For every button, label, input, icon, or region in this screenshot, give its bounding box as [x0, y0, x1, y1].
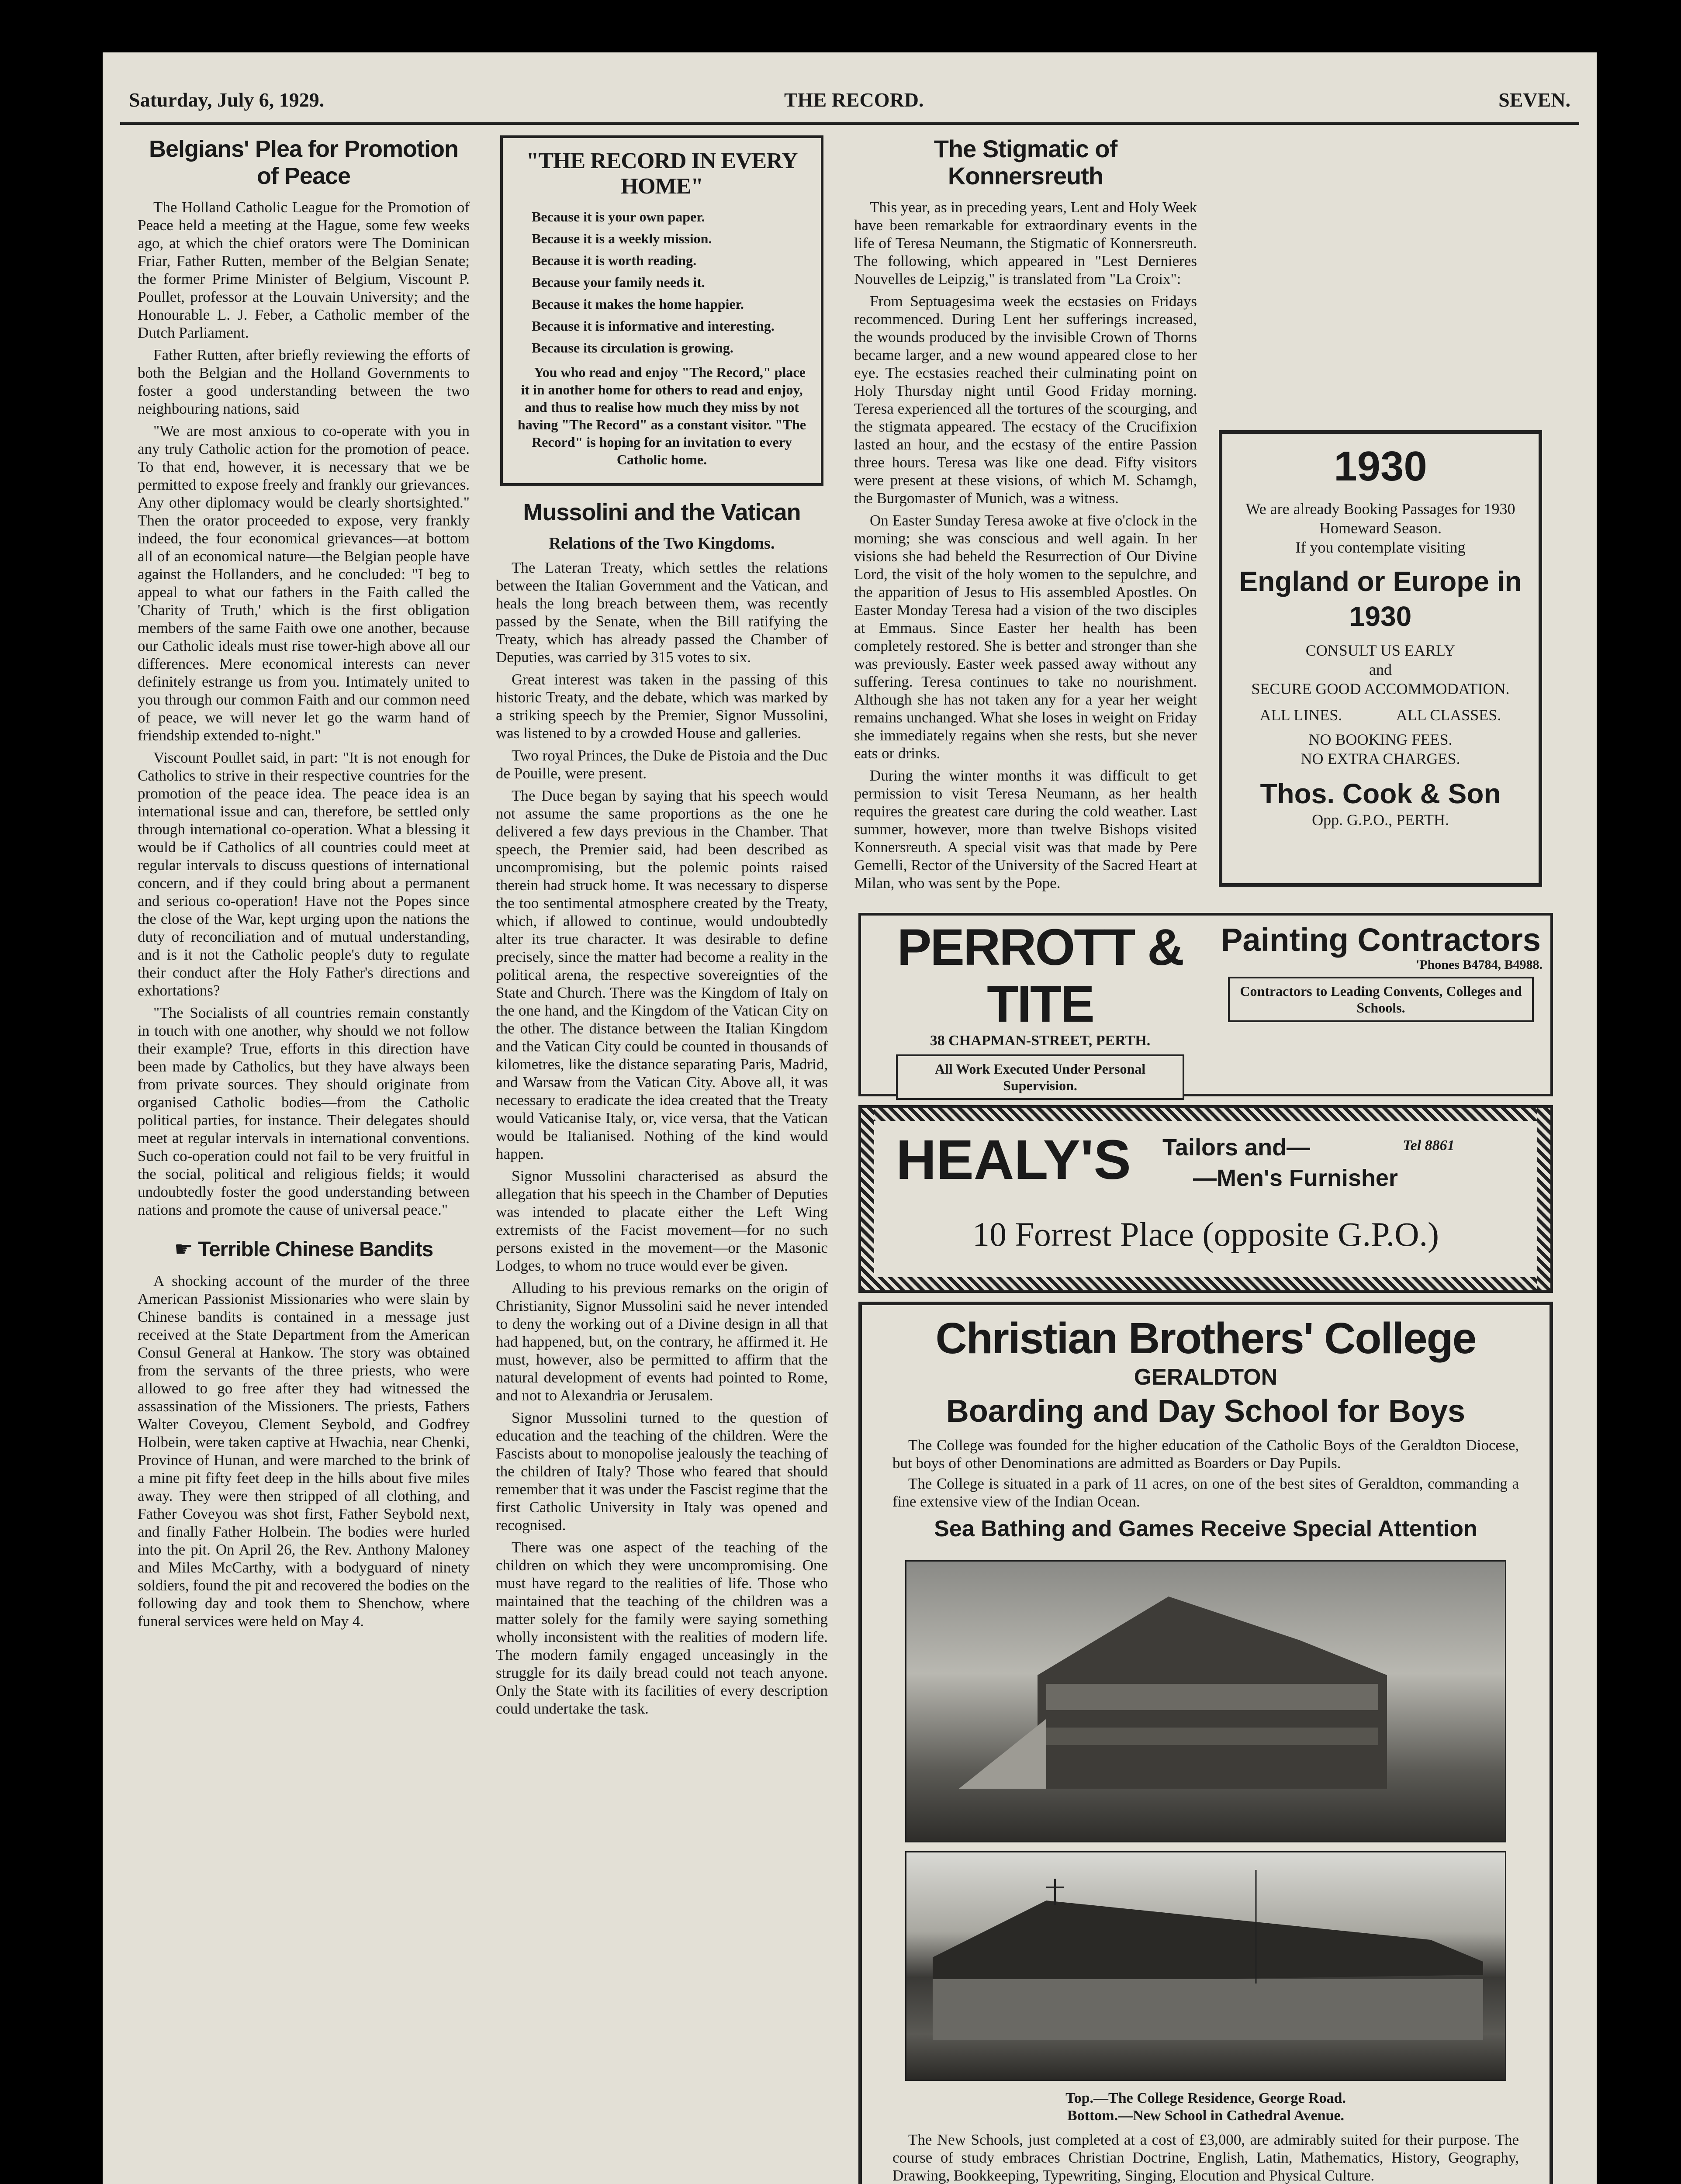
healys-address: 10 Forrest Place (opposite G.P.O.) — [972, 1215, 1439, 1253]
perrott-right — [1219, 923, 1543, 1022]
mussolini-paragraph-1: The Lateran Treaty, which settles the relations between the Italian Government and the Vatican, and heals the long breach between them, was recently passed by the Senate, when the Bill ratifying the Treaty, which has already passed the Chamber of Deputies, was carried by 315 votes to six. — [496, 559, 828, 666]
college-place: GERALDTON — [1134, 1365, 1278, 1390]
cook-no-fees: NO BOOKING FEES. — [1308, 731, 1453, 748]
healys-trade-2: —Men's Furnisher — [1193, 1165, 1398, 1191]
record-line-1: Because it is your own paper. — [532, 209, 705, 225]
record-line-3: Because it is worth reading. — [532, 252, 697, 268]
masthead-title: THE RECORD. — [784, 89, 924, 111]
record-line-6: Because it is informative and interesting. — [532, 318, 775, 334]
mussolini-paragraph-2: Great interest was taken in the passing of this historic Treaty, and the debate, which was marked by a striking speech by the Premier, Signor Mussolini, was listened to by a crowded House and galleries. — [496, 671, 828, 742]
pointing-hand-icon: ☛ — [174, 1238, 198, 1261]
bandits-headline-text: Terrible Chinese Bandits — [198, 1238, 433, 1261]
college-paragraph-2: The College is situated in a park of 11 acres, on one of the best sites of Geraldton, commanding a fine extensive view of the Indian Ocean. — [892, 1475, 1519, 1510]
cook-line-1: We are already Booking Passages for 1930 Homeward Season. — [1245, 500, 1515, 537]
perrott-address: 38 CHAPMAN-STREET, PERTH. — [930, 1033, 1151, 1049]
cook-and: and — [1369, 661, 1392, 678]
perrott-trade: Painting Contractors — [1221, 922, 1541, 958]
zigzag-border-top — [861, 1108, 1550, 1121]
school-building-icon — [906, 1852, 1505, 2080]
column-1 — [138, 135, 470, 1635]
zigzag-border-right — [1537, 1108, 1550, 1290]
zigzag-border-left — [861, 1108, 874, 1290]
record-line-5: Because it makes the home happier. — [532, 296, 744, 312]
mussolini-subhead: Relations of the Two Kingdoms. — [549, 534, 775, 553]
mussolini-paragraph-7: Signor Mussolini turned to the question of education and the teaching of the children. Were the Fascists about to monopolise jealously the teaching of the children of Italy? Those who feared that should remember that it was under the Fascist regime that the first Catholic University in Italy was opened and recognised. — [496, 1409, 828, 1534]
stigmatic-headline: The Stigmatic of Konnersreuth — [934, 135, 1117, 190]
belgians-paragraph-1: The Holland Catholic League for the Promotion of Peace held a meeting at the Hague, some few weeks ago, at which the chief orators were The Dominican Friar, Father Rutten, member of the Belgian Senate; the former Prime Minister of Belgium, Viscount P. Poullet, professor at the Louvain University; and the Honourable L. J. Feber, a Catholic member of the Dutch Parliament. — [138, 199, 470, 341]
record-box — [500, 135, 823, 486]
cook-secure: SECURE GOOD ACCOMMODATION. — [1251, 680, 1510, 698]
zigzag-border-bottom — [861, 1277, 1550, 1290]
bandits-headline — [138, 1236, 470, 1263]
record-box-title: "THE RECORD IN EVERY HOME" — [526, 149, 798, 199]
record-line-2: Because it is a weekly mission. — [532, 231, 712, 246]
cook-all-lines: ALL LINES. — [1259, 706, 1342, 724]
healys-ad — [858, 1105, 1553, 1293]
belgians-paragraph-3: "We are most anxious to co-operate with you in any truly Catholic action for the promotion of peace. To that end, however, it is necessary that we be permitted to expose freely and frankly our grievances. Any other diplomacy would be clearly shortsighted." Then the orator proceeded to expose, very frankly indeed, the four economical grievances—at bottom all of an economical nature—the Belgian people have against the Hollanders, and he concluded: "I beg to appeal to what our fathers in the Faith called the 'Charity of Truth,' which is the first obligation members of the same Faith owe one another, because our Catholic ideals must rise tower-high above all our differences. Mere economical interests can never definitely estrange us from you. Intimately united to you through our common Faith and our common need of peace, we will never let go the warm hand of friendship extended to-night." — [138, 422, 470, 744]
stigmatic-paragraph-2: From Septuagesima week the ecstasies on Fridays recommenced. During Lent her sufferings increased, the wounds produced by the invisible Crown of Thorns became larger, and a new wound appeared close to her eye. The ecstasies reached their culminating point on Holy Thursday night until Good Friday morning. Teresa experienced all the tortures of the scourging, and the stigmata appeared. The ecstacy of the Crucifixion lasted an hour, and the ecstasy of the entire Passion three hours. Teresa was like one dead. Fifty visitors were present at these visions, of which M. Schamgh, the Burgomaster of Munich, was a witness. — [854, 293, 1197, 507]
mussolini-paragraph-3: Two royal Princes, the Duke de Pistoia and the Duc de Pouille, were present. — [496, 747, 828, 782]
belgians-paragraph-4: Viscount Poullet said, in part: "It is not enough for Catholics to strive in their respective countries for the promotion of the peace idea. The peace idea is an international issue and can, therefore, be settled only through international co-operation. What a blessing it would be if Catholics of all countries could meet at regular intervals to discuss questions of international concern, and if they could bring about a permanent and serious co-operation! Have not the Popes since the close of the War, kept urging upon the nations the duty of reconciliation and of mutual understanding, and is it not the Catholic people's duty to regulate their conduct after the Holy Father's directions and exhortations? — [138, 749, 470, 999]
cook-firm: Thos. Cook & Son — [1260, 778, 1501, 809]
header-rule — [120, 122, 1579, 125]
bandits-paragraph-1: A shocking account of the murder of the three American Passionist Missionaries who were slain by Chinese bandits is contained in a message just received at the State Department from the American Consul General at Hankow. The story was obtained from the servants of the three priests, who were allowed to go free after they had witnessed the assassination of the Missioners. The priests, Fathers Walter Coveyou, Clement Seybold, and Godfrey Holbein, were taken captive at Hwachia, near Chenki, Province of Hunan, and were marched to the brink of a mine pit fifty feet deep in the hills about five miles away. They were then stripped of all clothing, and Father Coveyou was shot first, Father Seybold next, and finally Father Holbein. The bodies were hurled into the pit. On April 26, the Rev. Anthony Maloney and Miles McCarthy, with a bodyguard of ninety soldiers, found the pit and recovered the bodies on the following day and took them to Shenchow, where funeral services were held on May 4. — [138, 1272, 470, 1630]
stigmatic-paragraph-1: This year, as in preceding years, Lent and Holy Week have been remarkable for extraordinary events in the life of Teresa Neumann, the Stigmatic of Konnersreuth. The following, which appeared in "Lest Dernieres Nouvelles de Leipzig," is translated from "La Croix": — [854, 199, 1197, 287]
perrott-phones: 'Phones B4784, B4988. — [1415, 957, 1543, 972]
college-tagline: Sea Bathing and Games Receive Special Attention — [934, 1516, 1477, 1541]
mussolini-headline: Mussolini and the Vatican — [523, 499, 801, 525]
belgians-paragraph-5: "The Socialists of all countries remain constantly in touch with one another, why should we not follow their example? True, efforts in this direction have been made by Catholics, but they have always been from private sources. They should originate from organised Catholic bodies—from the Catholic political parties, for instance. Their delegates should meet at regular intervals in international conventions. Such co-operation could not fail to be very fruitful in the social, political and religious fields; it would undoubtedly foster the good understanding between nations and promote the cause of universal peace." — [138, 1004, 470, 1218]
college-ad — [858, 1302, 1553, 2184]
perrott-contractors: Contractors to Leading Convents, Colleges and Schools. — [1228, 977, 1534, 1022]
college-school-photo — [905, 1851, 1506, 2081]
college-subtitle: Boarding and Day School for Boys — [946, 1394, 1466, 1429]
record-closing: You who read and enjoy "The Record," place it in another home for others to read and enjoy, and thus to realise how much they miss by not having "The Record" as a constant visitor. "The Record" is hoping for an invitation to every Catholic home. — [517, 364, 806, 467]
stigmatic-paragraph-3: On Easter Sunday Teresa awoke at five o'clock in the morning; she was conscious and well again. In her visions she had beheld the Resurrection of Our Divine Lord, the visit of the holy women to the sepulchre, and the apparition of Jesus to His assembled Apostles. On Easter Monday Teresa had a vision of the two disciples at Emmaus. Since Easter her health has been completely restored. She is better and stronger than she was previously. Easter week passed away without any suffering. Teresa continues to take no nourishment. Although she has not taken any for a year her weight remains unchanged. What she loses in weight on Friday she immediately regains when she rests, but she never eats or drinks. — [854, 512, 1197, 762]
college-residence-photo — [905, 1560, 1506, 1842]
perrott-name: PERROTT & TITE — [897, 919, 1183, 1033]
newspaper-page — [103, 52, 1597, 2184]
belgians-headline: Belgians' Plea for Promotion of Peace — [149, 136, 458, 189]
issue-date: Saturday, July 6, 1929. — [129, 89, 325, 111]
mussolini-paragraph-5: Signor Mussolini characterised as absurd the allegation that his speech in the Chamber of Deputies was intended to placate either the Left Wing extremists of the Facist movement—for no such persons existed in the movement—or the Masonic Lodges, to whom no truce would ever be given. — [496, 1168, 828, 1274]
cook-consult: CONSULT US EARLY — [1305, 642, 1456, 659]
perrott-left — [870, 919, 1211, 1100]
cook-address: Opp. G.P.O., PERTH. — [1312, 811, 1449, 829]
mussolini-paragraph-6: Alluding to his previous remarks on the origin of Christianity, Signor Mussolini said he never intended to deny the working out of a Divine design in all that had happened, but, on the contrary, he affirmed it. He must, however, also be permitted to affirm that the natural development of events had pointed to Rome, and not to Alexandria or Jerusalem. — [496, 1279, 828, 1404]
mussolini-paragraph-8: There was one aspect of the teaching of the children on which they were uncompromising. One must have regard to the realities of life. Those who maintained that the teaching of the children was a matter solely for the family were saying something wholly inconsistent with the realities of modern life. The modern family engaged unceasingly in the struggle for its daily bread could not teach anyone. Only the State with its facilities of every description could undertake the task. — [496, 1539, 828, 1717]
page-number: SEVEN. — [1498, 89, 1570, 111]
college-title: Christian Brothers' College — [935, 1314, 1476, 1363]
college-caption-1: Top.—The College Residence, George Road. — [1065, 2090, 1346, 2106]
perrott-tite-ad — [858, 913, 1553, 1096]
college-caption-2: Bottom.—New School in Cathedral Avenue. — [1067, 2108, 1345, 2124]
record-line-4: Because your family needs it. — [532, 274, 705, 290]
stigmatic-paragraph-4: During the winter months it was difficult to get permission to visit Teresa Neumann, as her health requires the greatest care during the cold weather. Last summer, however, more than twelve Bishops visited Konnersreuth. A special visit was that made by Pere Gemelli, Rector of the University of the Sacred Heart at Milan, who was sent by the Pope. — [854, 767, 1197, 892]
belgians-paragraph-2: Father Rutten, after briefly reviewing the efforts of both the Belgian and the Holland Governments to foster a good understanding between the two neighbouring nations, said — [138, 346, 470, 417]
college-paragraph-1: The College was founded for the higher education of the Catholic Boys of the Geraldton Diocese, but boys of other Denominations are admitted as Boarders or Day Pupils. — [892, 1437, 1519, 1472]
healys-tel: Tel 8861 — [1403, 1137, 1455, 1154]
college-paragraph-3: The New Schools, just completed at a cost of £3,000, are admirably suited for their purpose. The course of study embraces Christian Doctrine, English, Latin, Mathematics, History, Geography, Drawing, Bookkeeping, Typewriting, Singing, Elocution and Physical Culture. — [892, 2131, 1519, 2184]
cook-year: 1930 — [1334, 443, 1427, 490]
cook-headline: England or Europe in 1930 — [1239, 566, 1522, 632]
healys-name: HEALY'S — [896, 1129, 1131, 1191]
cook-lines-classes — [1233, 705, 1528, 725]
mussolini-paragraph-4: The Duce began by saying that his speech would not assume the same proportions as the one he delivered a few days previous in the Chamber. That speech, the Premier said, had been described as uncompromising, but the polemic points raised therein had struck home. It was necessary to disperse the too sentimental atmosphere created by the Treaty, which, if allowed to continue, would undoubtedly alter its true character. It was desirable to define precisely, since the matter had become a reality in the political arena, the respective sovereignties of the State and Church. There was the Kingdom of Italy on the one hand, and the Kingdom of the Vatican City on the other. The distance between the Italian Kingdom and the Vatican City could be counted in thousands of kilometres, like the distance separating Paris, Madrid, and Warsaw from the Vatican City. Above all, it was necessary to eradicate the idea created that the Treaty would Vaticanise Italy, or, vice versa, that the Vatican would be Italianised. Nothing of the kind would happen. — [496, 787, 828, 1162]
healys-trade-1: Tailors and— — [1162, 1134, 1311, 1161]
cook-all-classes: ALL CLASSES. — [1396, 706, 1501, 724]
cook-line-2: If you contemplate visiting — [1295, 539, 1466, 556]
column-2 — [496, 135, 828, 1722]
record-line-7: Because its circulation is growing. — [532, 340, 733, 356]
cook-no-extra: NO EXTRA CHARGES. — [1301, 750, 1460, 767]
thos-cook-ad — [1219, 430, 1542, 887]
residence-building-icon — [906, 1562, 1505, 1841]
perrott-work: All Work Executed Under Personal Supervision. — [896, 1054, 1184, 1100]
